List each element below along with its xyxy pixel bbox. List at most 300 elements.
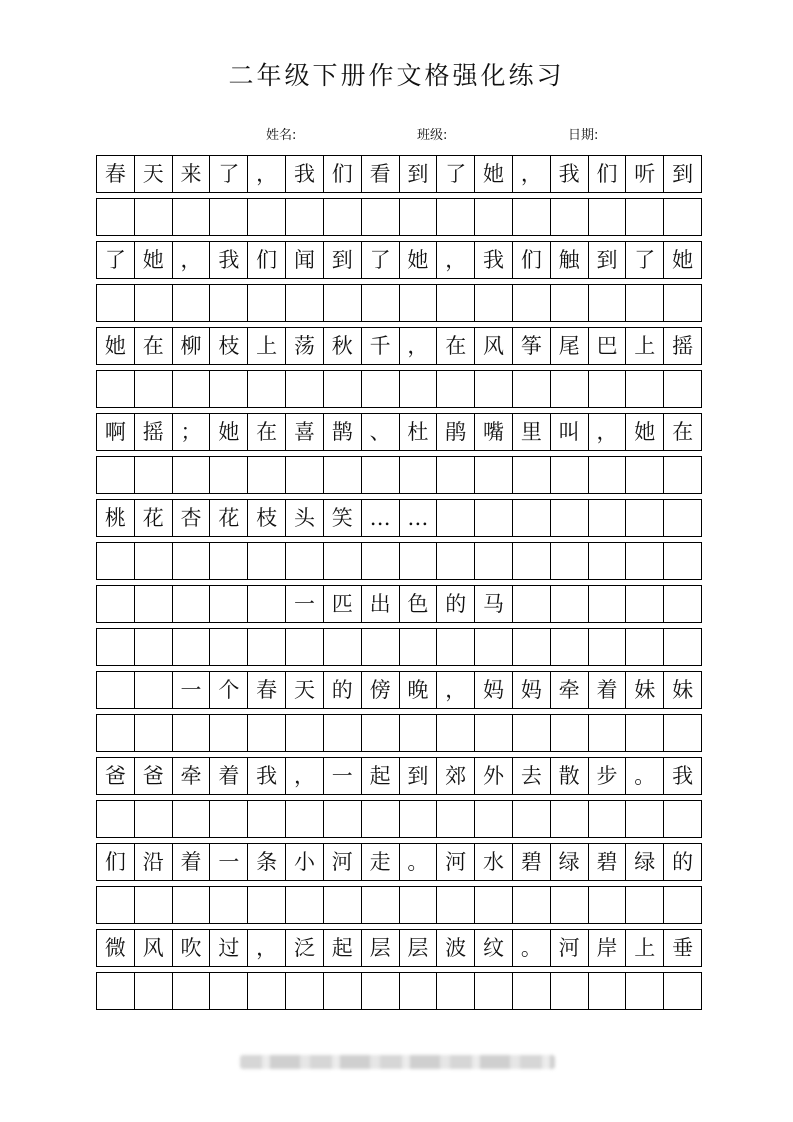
grid-cell	[362, 199, 400, 235]
grid-cell: 河	[551, 930, 589, 966]
grid-cell: 出	[362, 586, 400, 622]
grid-cell: 碧	[589, 844, 627, 880]
grid-cell	[513, 887, 551, 923]
grid-cell	[97, 285, 135, 321]
grid-cell	[400, 371, 438, 407]
grid-cell	[286, 887, 324, 923]
grid-cell	[513, 457, 551, 493]
grid-cell	[324, 371, 362, 407]
grid-cell	[589, 371, 627, 407]
grid-cell: 。	[400, 844, 438, 880]
grid-cell	[286, 543, 324, 579]
grid-cell: 到	[400, 156, 438, 192]
grid-cell: 一	[286, 586, 324, 622]
grid-cell: 触	[551, 242, 589, 278]
grid-cell	[589, 973, 627, 1009]
grid-cell	[626, 715, 664, 751]
grid-cell	[400, 715, 438, 751]
grid-cell	[286, 973, 324, 1009]
grid-cell	[210, 887, 248, 923]
grid-cell: 晚	[400, 672, 438, 708]
grid-cell	[135, 199, 173, 235]
grid-cell: 我	[248, 758, 286, 794]
grid-cell: 外	[475, 758, 513, 794]
grid-cell	[626, 543, 664, 579]
grid-cell	[135, 285, 173, 321]
grid-cell	[400, 801, 438, 837]
grid-cell: 。	[513, 930, 551, 966]
grid-row	[96, 499, 702, 537]
grid-cell	[324, 801, 362, 837]
grid-cell: 散	[551, 758, 589, 794]
grid-row	[96, 413, 702, 451]
grid-cell: 她	[626, 414, 664, 450]
grid-cell	[437, 629, 475, 665]
grid-cell	[437, 371, 475, 407]
grid-cell	[475, 500, 513, 536]
grid-cell: 桃	[97, 500, 135, 536]
grid-cell	[97, 715, 135, 751]
grid-cell	[362, 629, 400, 665]
grid-cell	[475, 371, 513, 407]
grid-cell: 花	[135, 500, 173, 536]
grid-cell: 微	[97, 930, 135, 966]
grid-cell	[173, 973, 211, 1009]
writing-grid	[96, 155, 702, 1010]
grid-cell	[475, 801, 513, 837]
grid-cell: ，	[589, 414, 627, 450]
grid-row	[96, 929, 702, 967]
grid-cell: 到	[589, 242, 627, 278]
grid-cell: 天	[135, 156, 173, 192]
grid-cell: 柳	[173, 328, 211, 364]
grid-cell	[248, 801, 286, 837]
grid-cell: ，	[248, 156, 286, 192]
grid-cell	[664, 543, 701, 579]
grid-cell	[135, 629, 173, 665]
grid-cell	[248, 199, 286, 235]
grid-cell: ，	[437, 672, 475, 708]
grid-cell	[97, 629, 135, 665]
grid-cell	[664, 629, 701, 665]
grid-cell: 层	[362, 930, 400, 966]
grid-cell	[626, 801, 664, 837]
grid-cell: 喜	[286, 414, 324, 450]
grid-cell: 秋	[324, 328, 362, 364]
grid-cell	[135, 371, 173, 407]
grid-cell: 到	[324, 242, 362, 278]
grid-cell	[664, 457, 701, 493]
grid-cell: 我	[475, 242, 513, 278]
grid-cell	[475, 543, 513, 579]
grid-cell	[324, 715, 362, 751]
grid-cell	[513, 543, 551, 579]
grid-cell	[513, 801, 551, 837]
grid-row	[96, 155, 702, 193]
grid-cell	[475, 629, 513, 665]
grid-cell	[210, 285, 248, 321]
grid-cell	[589, 199, 627, 235]
grid-cell: 里	[513, 414, 551, 450]
grid-cell: 爸	[135, 758, 173, 794]
grid-cell	[97, 801, 135, 837]
grid-cell: ，	[400, 328, 438, 364]
grid-cell	[437, 285, 475, 321]
grid-cell	[551, 199, 589, 235]
grid-cell	[135, 586, 173, 622]
grid-cell: 我	[551, 156, 589, 192]
grid-cell	[362, 973, 400, 1009]
grid-cell: 风	[475, 328, 513, 364]
grid-cell: 春	[97, 156, 135, 192]
grid-cell	[626, 973, 664, 1009]
grid-cell	[626, 199, 664, 235]
grid-cell: 枝	[210, 328, 248, 364]
grid-cell	[210, 371, 248, 407]
grid-cell	[324, 887, 362, 923]
grid-cell	[210, 973, 248, 1009]
grid-cell	[324, 629, 362, 665]
grid-cell: 我	[672, 763, 694, 788]
grid-cell: 郊	[437, 758, 475, 794]
grid-cell: 她	[97, 328, 135, 364]
grid-cell	[400, 543, 438, 579]
grid-cell	[513, 199, 551, 235]
grid-cell	[400, 457, 438, 493]
grid-cell	[286, 199, 324, 235]
grid-cell: 摇	[672, 333, 694, 358]
class-label: 班级:	[417, 128, 448, 143]
grid-cell	[626, 887, 664, 923]
grid-cell: ，	[248, 930, 286, 966]
grid-cell: 们	[589, 156, 627, 192]
grid-cell: 色	[400, 586, 438, 622]
grid-cell: 听	[626, 156, 664, 192]
grid-cell: 水	[475, 844, 513, 880]
grid-cell	[513, 371, 551, 407]
grid-cell	[437, 500, 475, 536]
grid-cell: 去	[513, 758, 551, 794]
grid-cell	[248, 371, 286, 407]
grid-cell	[589, 543, 627, 579]
grid-cell: 杏	[173, 500, 211, 536]
grid-cell: 上	[248, 328, 286, 364]
grid-cell: 个	[210, 672, 248, 708]
grid-cell: 嘴	[475, 414, 513, 450]
grid-cell	[248, 887, 286, 923]
grid-cell: 条	[248, 844, 286, 880]
grid-cell: 头	[286, 500, 324, 536]
grid-cell: 到	[400, 758, 438, 794]
grid-row	[96, 800, 702, 838]
grid-cell: 垂	[672, 935, 694, 960]
grid-cell	[589, 887, 627, 923]
grid-cell: 摇	[135, 414, 173, 450]
grid-cell: 筝	[513, 328, 551, 364]
grid-cell	[173, 715, 211, 751]
grid-cell	[664, 285, 701, 321]
grid-cell: 。	[626, 758, 664, 794]
grid-cell: 啊	[97, 414, 135, 450]
grid-cell	[210, 801, 248, 837]
grid-row	[96, 585, 702, 623]
grid-cell: 妹	[626, 672, 664, 708]
grid-cell	[551, 973, 589, 1009]
grid-cell	[173, 371, 211, 407]
grid-cell: 岸	[589, 930, 627, 966]
grid-cell	[664, 801, 701, 837]
grid-cell: 牵	[551, 672, 589, 708]
grid-cell: 尾	[551, 328, 589, 364]
blurred-footer-watermark	[240, 1055, 555, 1069]
grid-cell	[551, 285, 589, 321]
grid-cell: 我	[210, 242, 248, 278]
grid-cell: 了	[362, 242, 400, 278]
grid-cell: 枝	[248, 500, 286, 536]
grid-cell	[210, 543, 248, 579]
grid-cell: 匹	[324, 586, 362, 622]
grid-cell: 起	[362, 758, 400, 794]
grid-cell: 荡	[286, 328, 324, 364]
grid-cell	[210, 199, 248, 235]
grid-cell	[286, 457, 324, 493]
grid-cell	[513, 500, 551, 536]
grid-cell	[475, 199, 513, 235]
grid-cell: 在	[437, 328, 475, 364]
grid-cell	[286, 801, 324, 837]
grid-cell: 春	[248, 672, 286, 708]
grid-cell: 牵	[173, 758, 211, 794]
grid-cell	[248, 586, 286, 622]
grid-cell: 她	[135, 242, 173, 278]
grid-cell	[324, 199, 362, 235]
grid-cell	[551, 586, 589, 622]
grid-cell: 天	[286, 672, 324, 708]
grid-cell	[551, 543, 589, 579]
grid-cell	[362, 801, 400, 837]
grid-cell	[551, 801, 589, 837]
grid-cell	[97, 672, 135, 708]
grid-cell: 闻	[286, 242, 324, 278]
grid-cell: 看	[362, 156, 400, 192]
grid-cell: 河	[437, 844, 475, 880]
grid-cell: 层	[400, 930, 438, 966]
grid-cell: 们	[513, 242, 551, 278]
grid-cell	[286, 371, 324, 407]
grid-cell	[626, 285, 664, 321]
grid-cell	[362, 543, 400, 579]
grid-cell	[626, 500, 664, 536]
grid-cell	[551, 887, 589, 923]
grid-cell	[664, 199, 701, 235]
grid-cell: 笑	[324, 500, 362, 536]
grid-cell	[173, 586, 211, 622]
grid-cell	[626, 371, 664, 407]
grid-cell	[248, 973, 286, 1009]
grid-cell	[97, 973, 135, 1009]
grid-cell: 的	[672, 849, 694, 874]
grid-cell: 着	[589, 672, 627, 708]
grid-cell	[513, 715, 551, 751]
grid-cell	[248, 543, 286, 579]
grid-cell: 妹	[672, 677, 694, 702]
grid-cell: 风	[135, 930, 173, 966]
grid-cell	[248, 715, 286, 751]
grid-cell	[437, 543, 475, 579]
grid-cell: 着	[173, 844, 211, 880]
page-title: 二年级下册作文格强化练习	[228, 61, 565, 90]
grid-cell	[437, 199, 475, 235]
grid-cell: 在	[135, 328, 173, 364]
grid-cell	[551, 715, 589, 751]
grid-cell	[286, 629, 324, 665]
grid-cell	[664, 887, 701, 923]
grid-cell	[475, 887, 513, 923]
grid-cell: 上	[626, 328, 664, 364]
grid-cell: 绿	[626, 844, 664, 880]
grid-cell: 步	[589, 758, 627, 794]
grid-cell: 起	[324, 930, 362, 966]
grid-cell	[324, 543, 362, 579]
grid-cell	[173, 199, 211, 235]
grid-cell	[589, 285, 627, 321]
grid-cell: ，	[437, 242, 475, 278]
grid-cell: …	[400, 500, 438, 536]
grid-cell	[551, 457, 589, 493]
grid-row	[96, 241, 702, 279]
grid-cell	[324, 457, 362, 493]
grid-cell: 着	[210, 758, 248, 794]
grid-cell	[437, 457, 475, 493]
grid-cell	[135, 887, 173, 923]
grid-cell	[551, 500, 589, 536]
grid-cell: 杜	[400, 414, 438, 450]
grid-cell	[513, 285, 551, 321]
grid-cell: 小	[286, 844, 324, 880]
grid-cell	[173, 285, 211, 321]
grid-cell: 上	[626, 930, 664, 966]
grid-row	[96, 843, 702, 881]
grid-row	[96, 886, 702, 924]
grid-cell: 傍	[362, 672, 400, 708]
grid-cell: 爸	[97, 758, 135, 794]
grid-cell	[437, 801, 475, 837]
grid-cell	[400, 629, 438, 665]
grid-cell: 一	[324, 758, 362, 794]
grid-cell	[324, 285, 362, 321]
grid-cell: 来	[173, 156, 211, 192]
grid-cell	[362, 457, 400, 493]
grid-cell	[475, 973, 513, 1009]
grid-cell	[135, 973, 173, 1009]
grid-cell: 巴	[589, 328, 627, 364]
grid-cell	[97, 457, 135, 493]
grid-row	[96, 671, 702, 709]
grid-cell	[362, 285, 400, 321]
grid-cell	[475, 285, 513, 321]
grid-cell	[664, 715, 701, 751]
grid-cell	[626, 586, 664, 622]
grid-cell	[135, 801, 173, 837]
grid-cell	[589, 457, 627, 493]
grid-cell	[248, 629, 286, 665]
grid-cell: 了	[210, 156, 248, 192]
grid-cell	[437, 973, 475, 1009]
grid-row	[96, 714, 702, 752]
grid-cell: ，	[513, 156, 551, 192]
grid-cell	[362, 887, 400, 923]
grid-cell	[210, 457, 248, 493]
grid-cell: 绿	[551, 844, 589, 880]
grid-cell	[664, 973, 701, 1009]
grid-cell	[248, 457, 286, 493]
grid-cell	[437, 715, 475, 751]
grid-cell	[173, 801, 211, 837]
date-label: 日期:	[568, 128, 599, 143]
grid-cell	[210, 586, 248, 622]
grid-cell	[362, 371, 400, 407]
grid-cell: 她	[475, 156, 513, 192]
grid-cell	[286, 285, 324, 321]
grid-cell	[400, 285, 438, 321]
grid-cell: 一	[210, 844, 248, 880]
grid-row	[96, 370, 702, 408]
grid-cell	[475, 457, 513, 493]
grid-cell	[97, 199, 135, 235]
grid-cell	[400, 199, 438, 235]
grid-cell	[135, 672, 173, 708]
grid-cell: 过	[210, 930, 248, 966]
grid-cell: 吹	[173, 930, 211, 966]
grid-cell: 花	[210, 500, 248, 536]
grid-cell	[513, 629, 551, 665]
grid-cell: 叫	[551, 414, 589, 450]
grid-cell: 在	[672, 419, 694, 444]
grid-cell: 她	[672, 247, 694, 272]
grid-cell	[173, 629, 211, 665]
grid-cell	[362, 715, 400, 751]
grid-cell: 了	[626, 242, 664, 278]
grid-cell	[97, 586, 135, 622]
grid-cell	[589, 801, 627, 837]
grid-cell: 了	[437, 156, 475, 192]
grid-cell: 、	[362, 414, 400, 450]
grid-cell	[400, 973, 438, 1009]
grid-cell: 们	[97, 844, 135, 880]
grid-cell	[97, 371, 135, 407]
grid-row	[96, 198, 702, 236]
grid-cell	[286, 715, 324, 751]
grid-cell: 们	[324, 156, 362, 192]
grid-cell	[626, 457, 664, 493]
grid-cell: ，	[173, 242, 211, 278]
grid-cell: 马	[475, 586, 513, 622]
grid-cell	[513, 973, 551, 1009]
grid-cell: 了	[97, 242, 135, 278]
grid-cell	[589, 715, 627, 751]
grid-cell	[324, 973, 362, 1009]
grid-cell	[173, 543, 211, 579]
grid-cell: 妈	[475, 672, 513, 708]
grid-cell: 千	[362, 328, 400, 364]
grid-cell	[248, 285, 286, 321]
grid-cell	[513, 586, 551, 622]
grid-cell: 沿	[135, 844, 173, 880]
grid-cell: 泛	[286, 930, 324, 966]
grid-row	[96, 327, 702, 365]
grid-cell	[135, 543, 173, 579]
grid-cell	[210, 715, 248, 751]
